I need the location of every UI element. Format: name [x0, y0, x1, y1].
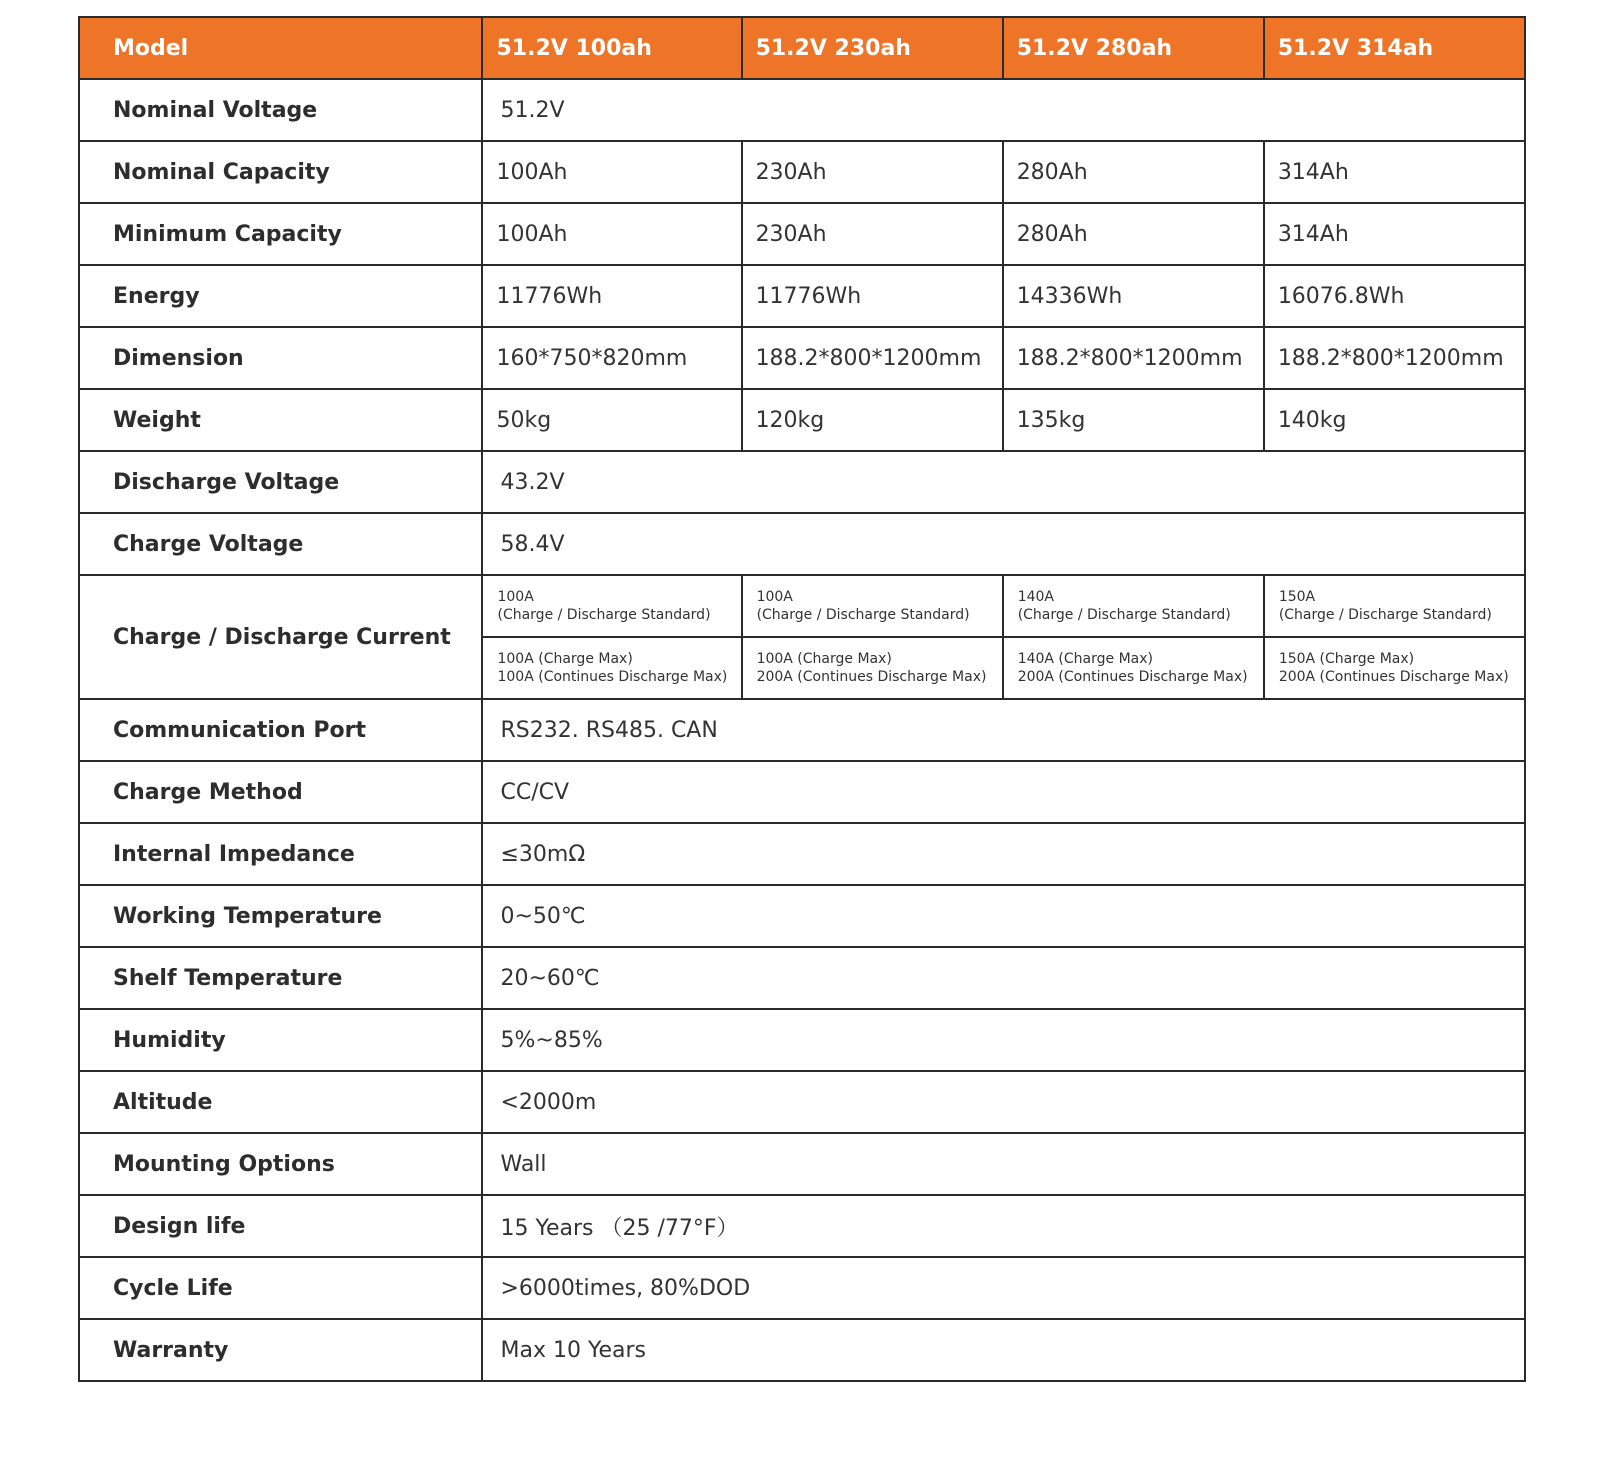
row-value: 14336Wh: [1003, 265, 1264, 327]
charge-max: 100A (Charge Max): [497, 651, 633, 667]
row-value: 100Ah: [482, 141, 741, 203]
header-row: [79, 17, 1525, 79]
current-value: 140A: [1017, 589, 1054, 605]
row-value: <2000m: [482, 1071, 1525, 1133]
row-value: 188.2*800*1200mm: [1003, 327, 1264, 389]
header-model: 51.2V 280ah: [1003, 17, 1264, 79]
row-label: Mounting Options: [79, 1133, 482, 1195]
current-standard-cell: [482, 575, 741, 637]
current-value: 150A: [1278, 589, 1316, 605]
row-label: Nominal Capacity: [79, 141, 482, 203]
table-row: [79, 451, 1525, 513]
table-row: [79, 513, 1525, 575]
row-value: Max 10 Years: [482, 1319, 1525, 1381]
table-row: [79, 1133, 1525, 1195]
current-note: (Charge / Discharge Standard): [1278, 607, 1492, 623]
table-row: [79, 1071, 1525, 1133]
row-label: Humidity: [79, 1009, 482, 1071]
row-value: 160*750*820mm: [482, 327, 741, 389]
table-row: [79, 699, 1525, 761]
row-value: RS232. RS485. CAN: [482, 699, 1525, 761]
row-value: 50kg: [482, 389, 741, 451]
table-row: [79, 265, 1525, 327]
current-note: (Charge / Discharge Standard): [756, 607, 970, 623]
row-label: Dimension: [79, 327, 482, 389]
row-value: ≤30mΩ: [482, 823, 1525, 885]
row-value: 58.4V: [482, 513, 1525, 575]
row-value: >6000times, 80%DOD: [482, 1257, 1525, 1319]
row-value: 135kg: [1003, 389, 1264, 451]
row-value: 100Ah: [482, 203, 741, 265]
table-row: [79, 141, 1525, 203]
row-label: Internal Impedance: [79, 823, 482, 885]
row-value: 280Ah: [1003, 141, 1264, 203]
header-label: Model: [79, 17, 482, 79]
current-standard-cell: [1264, 575, 1525, 637]
row-value: 188.2*800*1200mm: [742, 327, 1003, 389]
current-standard-cell: [1003, 575, 1264, 637]
row-value: 11776Wh: [742, 265, 1003, 327]
charge-max: 140A (Charge Max): [1017, 651, 1153, 667]
row-label: Discharge Voltage: [79, 451, 482, 513]
row-value: Wall: [482, 1133, 1525, 1195]
row-label: Weight: [79, 389, 482, 451]
row-label: Shelf Temperature: [79, 947, 482, 1009]
row-label: Nominal Voltage: [79, 79, 482, 141]
table-row: [79, 1009, 1525, 1071]
row-label: Charge Voltage: [79, 513, 482, 575]
current-max-cell: [1264, 637, 1525, 699]
table-row: [79, 389, 1525, 451]
current-standard-cell: [742, 575, 1003, 637]
current-value: 100A: [497, 589, 534, 605]
row-value: 280Ah: [1003, 203, 1264, 265]
current-max-cell: [1003, 637, 1264, 699]
row-label: Charge Method: [79, 761, 482, 823]
row-value: 5%~85%: [482, 1009, 1525, 1071]
discharge-max: 200A (Continues Discharge Max): [1278, 669, 1509, 685]
charge-max: 100A (Charge Max): [756, 651, 892, 667]
row-value: 0~50℃: [482, 885, 1525, 947]
row-value: 314Ah: [1264, 203, 1525, 265]
row-label: Energy: [79, 265, 482, 327]
row-value: 230Ah: [742, 203, 1003, 265]
table-row: [79, 947, 1525, 1009]
current-value: 100A: [756, 589, 793, 605]
header-model: 51.2V 230ah: [742, 17, 1003, 79]
header-model: 51.2V 100ah: [482, 17, 741, 79]
row-value: 51.2V: [482, 79, 1525, 141]
row-value: 120kg: [742, 389, 1003, 451]
table-row: [79, 1257, 1525, 1319]
row-value: 314Ah: [1264, 141, 1525, 203]
row-value: CC/CV: [482, 761, 1525, 823]
row-label: Design life: [79, 1195, 482, 1257]
table-row: [79, 885, 1525, 947]
table-row: [79, 1195, 1525, 1257]
table-row: [79, 79, 1525, 141]
current-max-cell: [482, 637, 741, 699]
current-note: (Charge / Discharge Standard): [497, 607, 711, 623]
spec-table: [78, 16, 1526, 1382]
discharge-max: 200A (Continues Discharge Max): [756, 669, 987, 685]
row-value: 188.2*800*1200mm: [1264, 327, 1525, 389]
row-label: Charge / Discharge Current: [79, 575, 482, 699]
table-row: [79, 327, 1525, 389]
table-row: [79, 761, 1525, 823]
current-note: (Charge / Discharge Standard): [1017, 607, 1231, 623]
row-label: Warranty: [79, 1319, 482, 1381]
row-label: Minimum Capacity: [79, 203, 482, 265]
row-label: Altitude: [79, 1071, 482, 1133]
row-value: 16076.8Wh: [1264, 265, 1525, 327]
row-label: Communication Port: [79, 699, 482, 761]
charge-max: 150A (Charge Max): [1278, 651, 1415, 667]
table-row: [79, 203, 1525, 265]
row-value: 11776Wh: [482, 265, 741, 327]
table-row: [79, 1319, 1525, 1381]
discharge-max: 100A (Continues Discharge Max): [497, 669, 728, 685]
row-label: Cycle Life: [79, 1257, 482, 1319]
row-value: 20~60℃: [482, 947, 1525, 1009]
row-value: 43.2V: [482, 451, 1525, 513]
table-row: [79, 823, 1525, 885]
table-row: [79, 575, 1525, 637]
row-label: Working Temperature: [79, 885, 482, 947]
row-value: 15 Years （25 /77°F）: [482, 1195, 1525, 1257]
header-model: 51.2V 314ah: [1264, 17, 1525, 79]
discharge-max: 200A (Continues Discharge Max): [1017, 669, 1248, 685]
row-value: 140kg: [1264, 389, 1525, 451]
current-max-cell: [742, 637, 1003, 699]
row-value: 230Ah: [742, 141, 1003, 203]
